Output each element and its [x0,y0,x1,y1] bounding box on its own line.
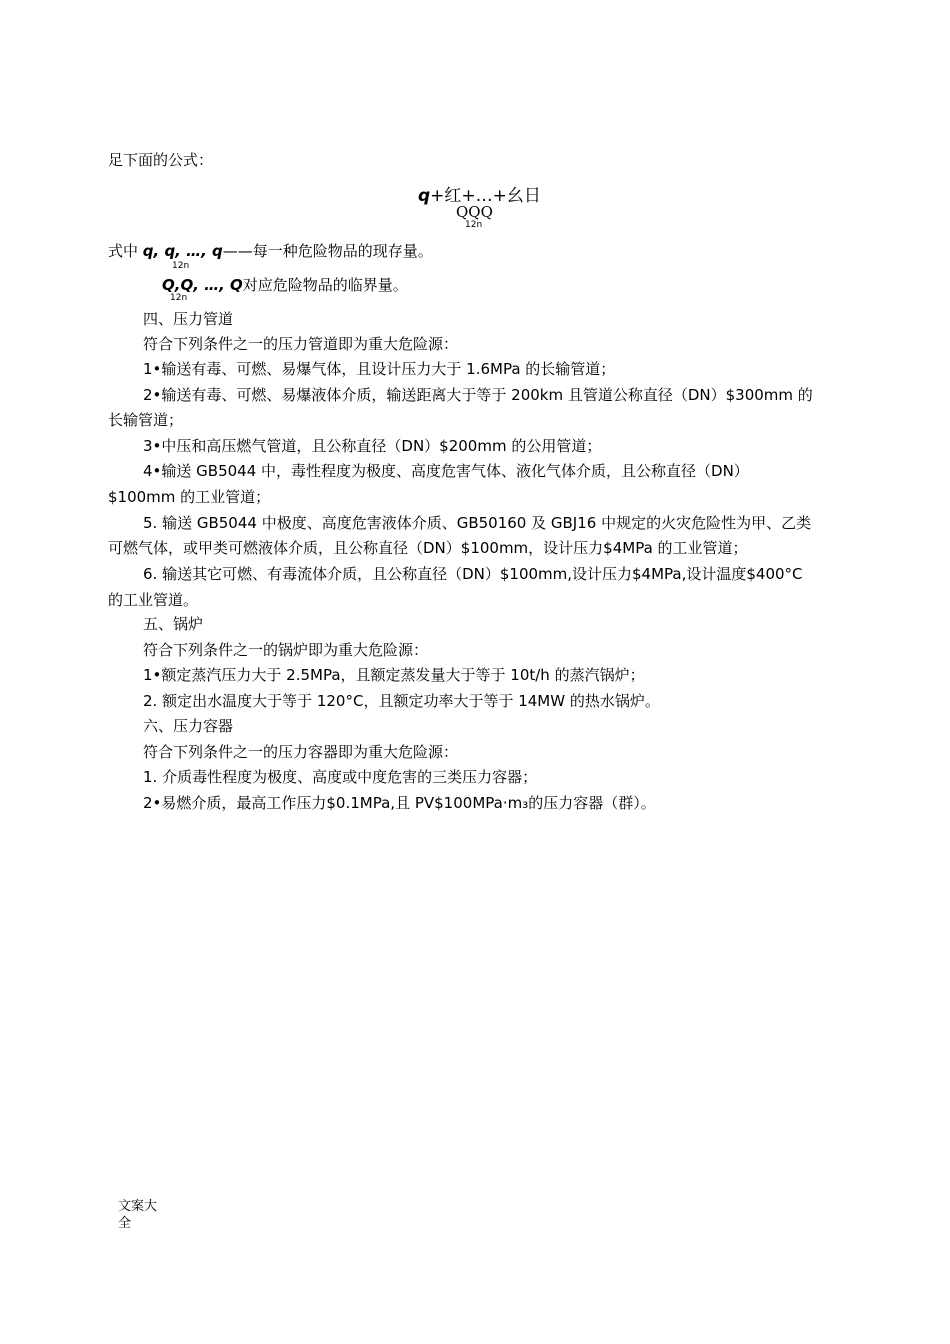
definition-text-2: 对应危险物品的临界量。 [242,276,408,294]
section-6-intro: 符合下列条件之一的压力容器即为重大危险源： [143,743,459,761]
section-4-intro: 符合下列条件之一的压力管道即为重大危险源： [143,335,459,353]
section-4-item-5b: 可燃气体，或甲类可燃液体介质，且公称直径（DN）$100mm，设计压力$4MPa 的工业管道； [108,539,748,557]
definition-text-1: ——每一种危险物品的现存量。 [222,242,433,260]
section-4-item-5a: 5. 输送 GB5044 中极度、高度危害液体介质、GB50160 及 GBJ16 中规定的火灾危险性为甲、乙类 [143,514,812,532]
section-4-item-2b: 长输管道； [108,411,184,429]
footer-line-2: 全 [118,1216,132,1231]
section-5-intro: 符合下列条件之一的锅炉即为重大危险源： [143,641,429,659]
formula-q: q [418,186,431,206]
section-6-title: 六、压力容器 [143,717,234,735]
section-4-item-3: 3•中压和高压燃气管道，且公称直径（DN）$200mm 的公用管道； [143,437,602,455]
definition-subscript-1: 12n [172,261,190,271]
section-4-item-2a: 2•输送有毒、可燃、易爆液体介质，输送距离大于等于 200km 且管道公称直径（DN）$300mm 的 [143,386,813,404]
section-4-title: 四、压力管道 [143,310,234,328]
page-footer [118,1198,157,1232]
section-5-item-2: 2. 额定出水温度大于等于 120°C，且额定功率大于等于 14MW 的热水锅炉。 [143,692,660,710]
section-5-title: 五、锅炉 [143,615,204,633]
section-4-item-4b: $100mm 的工业管道； [108,488,271,506]
section-4-item-6a: 6. 输送其它可燃、有毒流体介质，且公称直径（DN）$100mm,设计压力$4MPa,设计温度$400°C [143,565,803,583]
section-4-item-4a: 4•输送 GB5044 中，毒性程度为极度、高度危害气体、液化气体介质，且公称直径（DN） [143,462,749,480]
section-5-item-1: 1•额定蒸汽压力大于 2.5MPa，且额定蒸发量大于等于 10t/h 的蒸汽锅炉； [143,666,645,684]
definition-vars-q: q, q, …, q [142,242,223,260]
intro-text: 足下面的公式： [108,151,214,169]
footer-line-1: 文案大 [118,1199,158,1214]
definition-subscript-2: 12n [170,293,188,303]
definition-line-2 [162,275,408,295]
section-6-item-2: 2•易燃介质，最高工作压力$0.1MPa,且 PV$100MPa·m₃的压力容器（群）。 [143,794,656,812]
definition-prefix: 式中 [108,242,143,260]
formula-subscript: 12n [465,220,483,230]
definition-vars-Q: Q,Q, …, Q [162,276,243,294]
formula-rest: +红+…+幺日 [430,186,541,206]
definition-line-1 [108,241,433,261]
section-4-item-1: 1•输送有毒、可燃、易爆气体，且设计压力大于 1.6MPa 的长输管道； [143,360,616,378]
section-6-item-1: 1. 介质毒性程度为极度、高度或中度危害的三类压力容器； [143,768,538,786]
formula-denominator: QQQ [456,203,493,221]
section-4-item-6b: 的工业管道。 [108,591,199,609]
